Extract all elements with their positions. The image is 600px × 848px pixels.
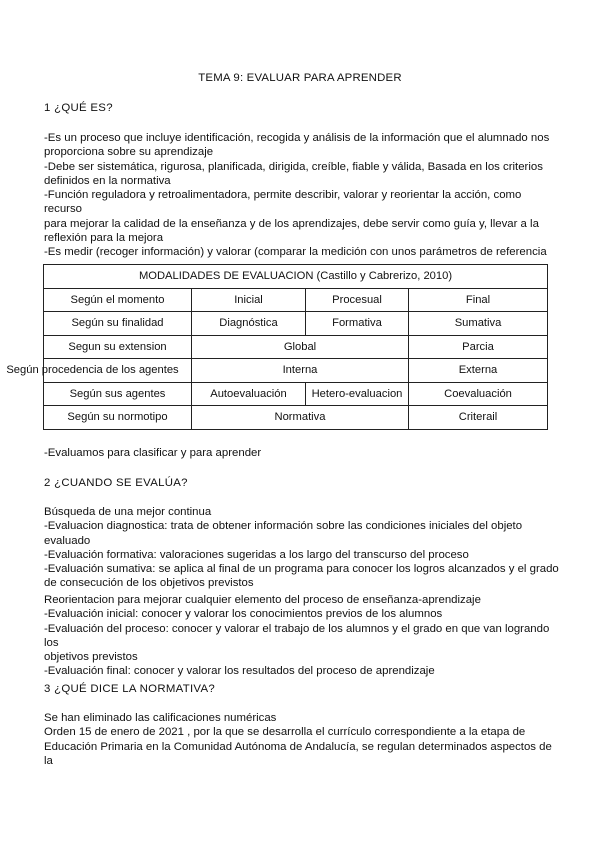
table-cell: Formativa — [306, 312, 409, 336]
table-cell: Final — [409, 288, 548, 312]
section-2-heading: 2 ¿CUANDO SE EVALÚA? — [44, 477, 188, 489]
table-cell: Parcia — [409, 335, 548, 359]
table-cell: Criterail — [409, 406, 548, 430]
table-cell: Normativa — [192, 406, 409, 430]
paragraph-line: -Evaluacion diagnostica: trata de obtener información sobre las condiciones iniciales del objeto evaluado — [44, 520, 523, 547]
paragraph-line: -Debe ser sistemática, rigurosa, planificada, dirigida, creíble, fiable y válida, Basada en los criterios — [44, 160, 543, 173]
after-table-note: -Evaluamos para clasificar y para aprender — [44, 447, 262, 459]
paragraph-line: proporciona sobre su aprendizaje — [44, 146, 214, 159]
table-header-row — [44, 265, 548, 289]
paragraph-line: -Es medir (recoger información) y valorar (comparar la medición con unos parámetros de referencia — [44, 246, 547, 259]
table-header: MODALIDADES DE EVALUACION (Castillo y Cabrerizo, 2010) — [44, 265, 548, 289]
table-cell: Interna — [192, 359, 409, 383]
paragraph-line: -Evaluación final: conocer y valorar los resultados del proceso de aprendizaje — [44, 665, 435, 678]
table-cell-text: Según procedencia de los agentes — [6, 364, 179, 377]
table-cell: Coevaluación — [409, 382, 548, 406]
table-row — [44, 382, 548, 406]
paragraph-line: -Evaluación del proceso: conocer y valorar el trabajo de los alumnos y el grado en que van logrando los — [44, 622, 550, 649]
table-cell: Global — [192, 335, 409, 359]
paragraph-line: Búsqueda de una mejor continua — [44, 506, 212, 518]
document-title: TEMA 9: EVALUAR PARA APRENDER — [198, 72, 402, 84]
paragraph-line: definidos en la normativa — [44, 174, 171, 187]
table-cell: Según el momento — [44, 288, 192, 312]
section-1-heading: 1 ¿QUÉ ES? — [44, 102, 113, 114]
table-row — [44, 406, 548, 430]
table-cell: Procesual — [306, 288, 409, 312]
table-cell: Hetero-evaluacion — [306, 382, 409, 406]
table-cell: Según su normotipo — [44, 406, 192, 430]
table-row — [44, 335, 548, 359]
paragraph-line: -Función reguladora y retroalimentadora, permite describir, valorar y reorientar la acción, como recurso — [44, 189, 522, 216]
table-cell: Diagnóstica — [192, 312, 306, 336]
evaluation-modalities-table — [6, 264, 548, 430]
table-cell: Sumativa — [409, 312, 548, 336]
table-row — [44, 288, 548, 312]
table-row — [44, 359, 548, 383]
section-2-body-b — [44, 593, 560, 679]
table-cell: Segun su extension — [44, 335, 192, 359]
paragraph-line: reflexión para la mejora — [44, 232, 164, 245]
table-cell: Según sus agentes — [44, 382, 192, 406]
paragraph-line: -Evaluación formativa: valoraciones sugeridas a los largo del transcurso del proceso — [44, 548, 469, 561]
paragraph-line: Se han eliminado las calificaciones numéricas — [44, 712, 277, 724]
section-2-body-a — [44, 505, 560, 591]
paragraph-line: de consecución de los objetivos previstos — [44, 577, 254, 590]
table-row — [44, 312, 548, 336]
paragraph-line: para mejorar la calidad de la enseñanza y de los aprendizajes, debe servir como guía y, llevar a la — [44, 217, 539, 230]
table-cell: Externa — [409, 359, 548, 383]
paragraph-line: Reorientacion para mejorar cualquier elemento del proceso de enseñanza-aprendizaje — [44, 594, 481, 606]
paragraph-line: -Es un proceso que incluye identificación, recogida y análisis de la información que el alumnado nos — [44, 132, 550, 144]
paragraph-line: objetivos previstos — [44, 651, 138, 664]
section-3-heading: 3 ¿QUÉ DICE LA NORMATIVA? — [44, 683, 216, 695]
section-3-body — [44, 711, 560, 768]
table-cell — [6, 359, 192, 383]
section-1-body — [44, 131, 560, 260]
table-cell: Inicial — [192, 288, 306, 312]
table-cell: Según su finalidad — [44, 312, 192, 336]
paragraph-line: Educación Primaria en la Comunidad Autónoma de Andalucía, se regulan determinados aspectos de la — [44, 740, 552, 767]
paragraph-line: -Evaluación inicial: conocer y valorar los conocimientos previos de los alumnos — [44, 608, 443, 621]
table-cell: Autoevaluación — [192, 382, 306, 406]
paragraph-line: -Evaluación sumativa: se aplica al final de un programa para conocer los logros alcanzados y el grado — [44, 563, 559, 576]
paragraph-line: Orden 15 de enero de 2021 , por la que se desarrolla el currículo correspondiente a la etapa de — [44, 726, 526, 739]
